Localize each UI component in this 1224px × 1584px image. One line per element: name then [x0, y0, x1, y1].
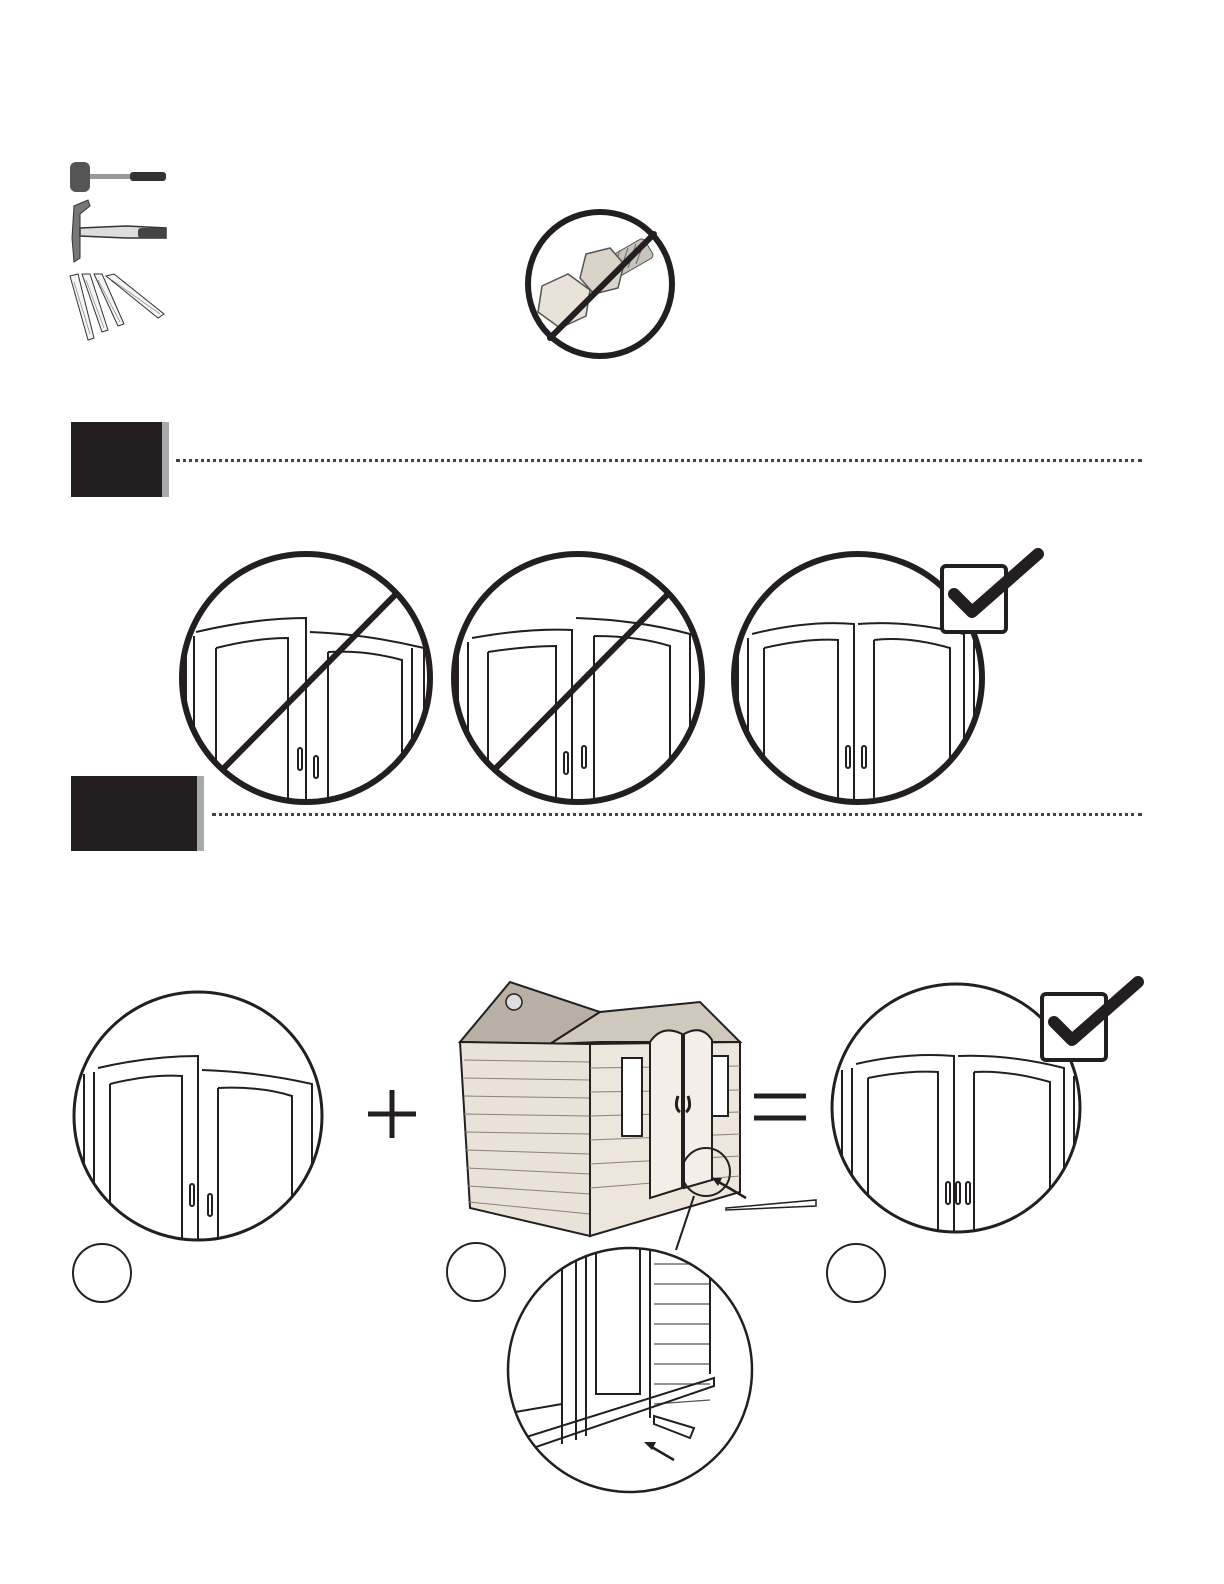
- callout-circle-1: [72, 1243, 132, 1303]
- claw-hammer-icon: [66, 198, 176, 268]
- step-a-marker: [71, 422, 162, 497]
- door-misaligned-detail: [70, 988, 326, 1244]
- shim-under-door-detail: [504, 1244, 756, 1496]
- plus-operator-icon: [364, 1086, 420, 1142]
- callout-circle-2: [446, 1242, 506, 1302]
- step-a-divider: [176, 459, 1142, 462]
- no-bolt-icon: [520, 204, 680, 364]
- rubber-mallet-icon: [66, 156, 176, 196]
- door-misaligned-incorrect-1: [176, 548, 436, 808]
- checkmark-icon: [940, 548, 1050, 638]
- callout-circle-3: [826, 1243, 886, 1303]
- step-b-marker: [71, 776, 197, 851]
- step-a-comparison: [176, 548, 1056, 810]
- checkmark-icon: [1038, 976, 1148, 1066]
- equals-operator-icon: [752, 1088, 808, 1128]
- shims-icon: [66, 272, 176, 344]
- tools-list: [66, 156, 176, 346]
- step-b-divider: [212, 813, 1142, 816]
- door-misaligned-incorrect-2: [448, 548, 708, 808]
